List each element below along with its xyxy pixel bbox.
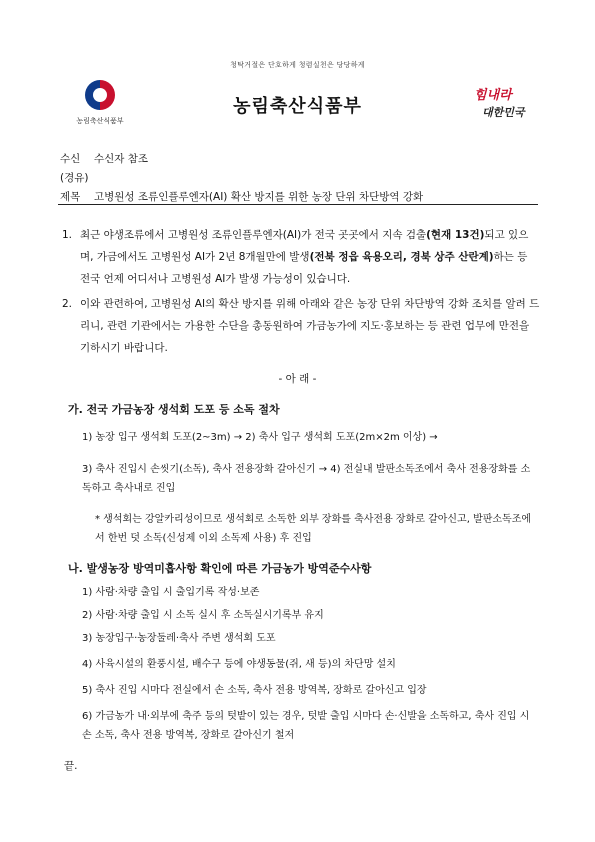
- list-item: 2) 사람·차량 출입 시 소독 실시 후 소독실시기록부 유지: [82, 610, 324, 621]
- ministry-name: 농림축산식품부: [233, 96, 362, 117]
- via-line: (경유): [60, 172, 89, 184]
- list-item: 5) 축사 진입 시마다 전실에서 손 소독, 축사 전용 방역복, 장화로 갈아신고 입장: [82, 685, 427, 696]
- subject-label: 제목: [60, 191, 81, 203]
- p1-text-c: 되고 있으며, 가금에서도 고병원성 AI가 2년 8개월만에 발생: [80, 229, 529, 263]
- calligraphy-logo: [472, 82, 536, 126]
- p1-highlight-count: (현재 13건): [426, 229, 485, 241]
- paragraph-number: 2.: [62, 298, 73, 310]
- calligraphy-line1: 힘내라: [474, 88, 512, 103]
- p1-text-e: 하는 등 전국 언제 어디서나 고병원성 AI가 발생 가능성이 있습니다.: [80, 251, 528, 285]
- recipient-line: [60, 151, 148, 166]
- slogan: 청탁거절은 단호하게 청렴실천은 당당하게: [230, 61, 365, 69]
- list-item: 1) 사람·차량 출입 시 출입기록 작성·보존: [82, 587, 260, 598]
- below-heading: - 아 래 -: [278, 373, 317, 385]
- paragraph-number: 1.: [62, 229, 73, 241]
- logo-label: 농림축산식품부: [76, 117, 124, 125]
- p1-highlight-locations: (전북 정읍 육용오리, 경북 상주 산란계): [309, 251, 494, 263]
- p2-text: 이와 관련하여, 고병원성 AI의 확산 방지를 위해 아래와 같은 농장 단위 차단방역 강화 조치를 알려 드리니, 관련 기관에서는 가용한 수단을 총동원하여 가금농가에 지도·홍보하는 등 관련 업무에 만전을 기하시기 바랍니다.: [80, 298, 540, 354]
- section-a-line-2: 3) 축사 진입시 손씻기(소독), 축사 전용장화 갈아신기 → 4) 전실내 발판소독조에서 축사 전용장화를 소독하고 축사내로 진입: [82, 464, 531, 494]
- paragraph-2: [62, 293, 540, 359]
- recipient-label: 수신: [60, 153, 81, 165]
- subject-line: [60, 189, 423, 204]
- section-a-note: * 생석회는 강알카리성이므로 생석회로 소독한 외부 장화를 축사전용 장화로 갈아신고, 발판소독조에서 한번 덧 소독(신성제 이외 소독제 사용) 후 진입: [95, 514, 532, 544]
- section-a-line-1: 1) 농장 입구 생석회 도포(2~3m) → 2) 축사 입구 생석회 도포(2m×2m 이상) →: [82, 432, 438, 443]
- list-item: 3) 농장입구·농장둘레·축사 주변 생석회 도포: [82, 633, 276, 644]
- closing-mark: 끝.: [64, 760, 78, 772]
- recipient-value: 수신자 참조: [94, 153, 149, 165]
- subject-value: 고병원성 조류인플루엔자(AI) 확산 방지를 위한 농장 단위 차단방역 강화: [94, 191, 424, 203]
- calligraphy-line2: 대한민국: [482, 106, 525, 119]
- list-item: 6) 가금농가 내·외부에 축주 등의 텃밭이 있는 경우, 텃밭 출입 시마다 손·신발을 소독하고, 축사 진입 시 손 소독, 축사 전용 방역복, 장화로 갈아신기 철저: [82, 711, 530, 741]
- section-b-title: 나. 발생농장 방역미흡사항 확인에 따른 가금농가 방역준수사항: [68, 562, 372, 575]
- divider: [58, 204, 538, 205]
- section-a-title: 가. 전국 가금농장 생석회 도포 등 소독 절차: [68, 403, 280, 416]
- p1-text-a: 최근 야생조류에서 고병원성 조류인플루엔자(AI)가 전국 곳곳에서 지속 검출: [80, 229, 427, 241]
- list-item: 4) 사육시설의 환풍시설, 배수구 등에 야생동물(쥐, 새 등)의 차단망 설치: [82, 659, 396, 670]
- paragraph-1: [62, 224, 540, 290]
